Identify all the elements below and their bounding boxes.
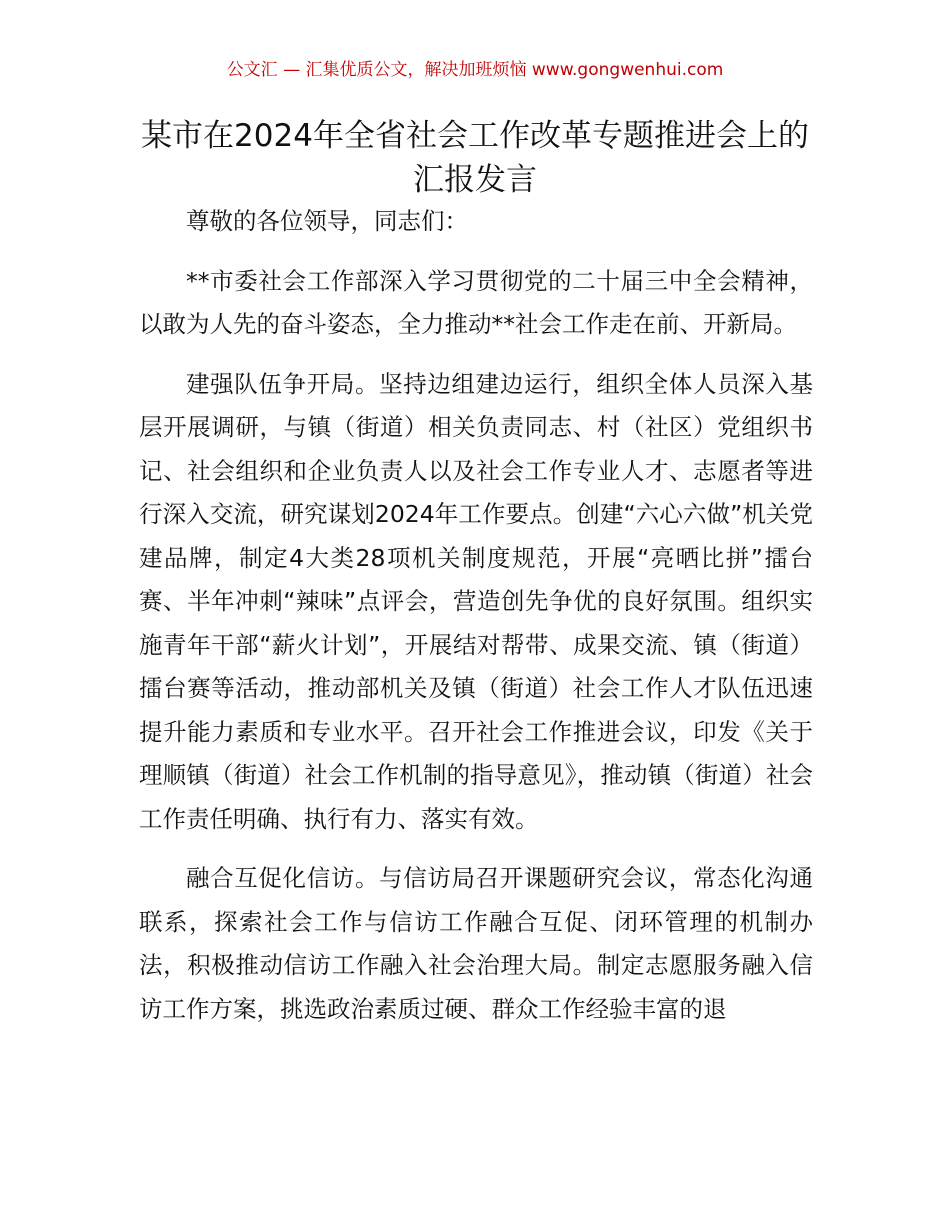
document-body [139, 200, 813, 1047]
document-title: 某市在2024年全省社会工作改革专题推进会上的汇报发言 [141, 118, 809, 198]
salutation-paragraph: 尊敬的各位领导，同志们： [186, 207, 468, 235]
site-header-banner: 公文汇 — 汇集优质公文，解决加班烦恼 www.gongwenhui.com [226, 60, 724, 80]
team-building-paragraph: 建强队伍争开局。坚持边组建边运行，组织全体人员深入基层开展调研，与镇（街道）相关负责同志、村（社区）党组织书记、社会组织和企业负责人以及社会工作专业人才、志愿者等进行深入交流，研究谋划2024年工作要点。创建“六心六做”机关党建品牌，制定4大类28项机关制度规范，开展“亮晒比拼”擂台赛、半年冲刺“辣味”点评会，营造创先争优的良好氛围。组织实施青年干部“薪火计划”，开展结对帮带、成果交流、镇（街道）擂台赛等活动，推动部机关及镇（街道）社会工作人才队伍迅速提升能力素质和专业水平。召开社会工作推进会议，印发《关于理顺镇（街道）社会工作机制的指导意见》，推动镇（街道）社会工作责任明确、执行有力、落实有效。 [139, 369, 813, 833]
intro-paragraph: **市委社会工作部深入学习贯彻党的二十届三中全会精神，以敢为人先的奋斗姿态，全力推动**社会工作走在前、开新局。 [139, 266, 813, 338]
petition-integration-paragraph: 融合互促化信访。与信访局召开课题研究会议，常态化沟通联系，探索社会工作与信访工作融合互促、闭环管理的机制办法，积极推动信访工作融入社会治理大局。制定志愿服务融入信访工作方案，挑选政治素质过硬、群众工作经验丰富的退 [139, 864, 813, 1023]
